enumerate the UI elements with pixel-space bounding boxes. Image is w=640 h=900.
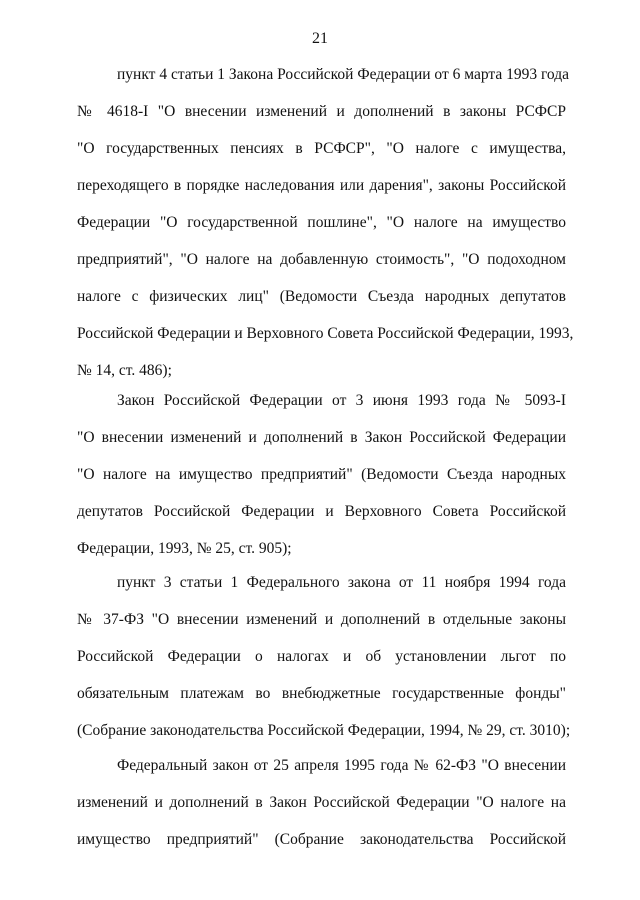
paragraph-line: Российской Федерации и Верховного Совета Российской Федерации, 1993, bbox=[77, 325, 574, 342]
paragraph-4 bbox=[77, 747, 566, 858]
paragraph-line: предприятий", "О налоге на добавленную стоимость", "О подоходном bbox=[77, 251, 566, 268]
paragraph-line: Федерации "О государственной пошлине", "О налоге на имущество bbox=[77, 214, 566, 231]
paragraph-line: № 37-ФЗ "О внесении изменений и дополнений в отдельные законы bbox=[77, 611, 566, 628]
paragraph-line: Федеральный закон от 25 апреля 1995 года № 62-ФЗ "О внесении bbox=[117, 757, 566, 774]
paragraph-line: имущество предприятий" (Собрание законодательства Российской bbox=[77, 831, 566, 848]
paragraph-line: Российской Федерации о налогах и об установлении льгот по bbox=[77, 648, 566, 665]
paragraph-line: депутатов Российской Федерации и Верховного Совета Российской bbox=[77, 503, 566, 520]
paragraph-line: № 14, ст. 486); bbox=[77, 362, 172, 379]
paragraph-line: № 4618-I "О внесении изменений и дополнений в законы РСФСР bbox=[77, 103, 566, 120]
paragraph-line: "О налоге на имущество предприятий" (Ведомости Съезда народных bbox=[77, 466, 566, 483]
paragraph-1 bbox=[77, 56, 574, 389]
paragraph-line: переходящего в порядке наследования или дарения", законы Российской bbox=[77, 177, 566, 194]
paragraph-line: обязательным платежам во внебюджетные государственные фонды" bbox=[77, 685, 566, 702]
paragraph-line: изменений и дополнений в Закон Российской Федерации "О налоге на bbox=[77, 794, 566, 811]
paragraph-line: пункт 4 статьи 1 Закона Российской Федерации от 6 марта 1993 года bbox=[117, 66, 570, 83]
paragraph-line: Закон Российской Федерации от 3 июня 1993 года № 5093-I bbox=[117, 392, 566, 409]
paragraph-line: (Собрание законодательства Российской Федерации, 1994, № 29, ст. 3010); bbox=[77, 722, 571, 739]
paragraph-line: "О внесении изменений и дополнений в Закон Российской Федерации bbox=[77, 429, 566, 446]
paragraph-3 bbox=[77, 564, 571, 749]
paragraph-line: Федерации, 1993, № 25, ст. 905); bbox=[77, 540, 292, 557]
paragraph-line: налоге с физических лиц" (Ведомости Съезда народных депутатов bbox=[77, 288, 566, 305]
page-number: 21 bbox=[312, 30, 328, 47]
paragraph-line: пункт 3 статьи 1 Федерального закона от 11 ноября 1994 года bbox=[117, 574, 566, 591]
paragraph-line: "О государственных пенсиях в РСФСР", "О налоге с имущества, bbox=[77, 140, 566, 157]
paragraph-2 bbox=[77, 382, 566, 567]
